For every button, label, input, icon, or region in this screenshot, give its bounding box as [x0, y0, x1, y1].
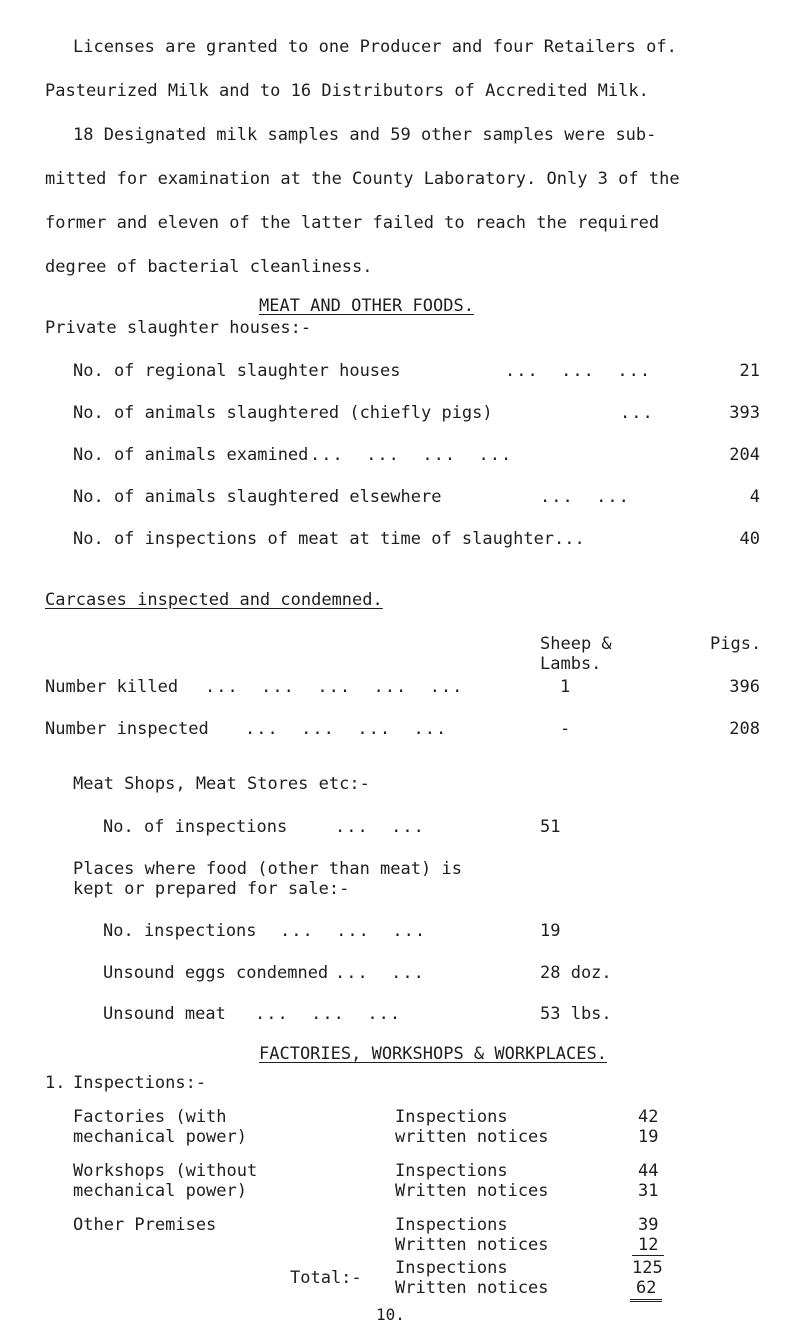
- kind-label: Inspections: [395, 1215, 508, 1235]
- shops-row-label: No. inspections: [103, 921, 257, 941]
- carcases-row-label: Number killed: [45, 677, 179, 697]
- count-value-underlined: 12: [632, 1235, 664, 1256]
- shops-row-label: Unsound meat: [103, 1004, 226, 1024]
- carcases-col-sheep-line1: Sheep &: [540, 634, 612, 654]
- leader-dots: ...: [620, 403, 654, 423]
- carcases-heading: Carcases inspected and condemned.: [45, 590, 383, 610]
- meat-row-label: No. of animals examined: [73, 445, 309, 465]
- total-kind-label: Written notices: [395, 1278, 549, 1298]
- page-number: 10.: [376, 1305, 405, 1324]
- shops-inspections-value: 51: [540, 817, 561, 837]
- meat-row-label: No. of inspections of meat at time of slaughter...: [73, 529, 585, 549]
- shops-row-value: 53 lbs.: [540, 1004, 612, 1024]
- intro-line-1: Licenses are granted to one Producer and four Retailers of.: [73, 37, 677, 57]
- leader-dots: ... ... ... ...: [245, 719, 448, 739]
- places-line-1: Places where food (other than meat) is: [73, 859, 462, 879]
- intro-line-4: mitted for examination at the County Laboratory. Only 3 of the: [45, 169, 680, 189]
- carcases-pigs-value: 208: [729, 719, 760, 739]
- leader-dots: ... ...: [540, 487, 630, 507]
- count-value: 31: [638, 1181, 659, 1201]
- intro-line-3: 18 Designated milk samples and 59 other samples were sub-: [73, 125, 657, 145]
- meat-row-value: 204: [729, 445, 760, 465]
- premises-name: Workshops (without: [73, 1161, 258, 1181]
- premises-name: Other Premises: [73, 1215, 217, 1235]
- count-value: 44: [638, 1161, 659, 1181]
- shops-heading: Meat Shops, Meat Stores etc:-: [73, 774, 370, 794]
- shops-row-value: 19: [540, 921, 561, 941]
- places-line-2: kept or prepared for sale:-: [73, 879, 350, 899]
- kind-label: Written notices: [395, 1181, 549, 1201]
- leader-dots: ... ... ... ... ...: [205, 677, 464, 697]
- premises-name: mechanical power): [73, 1181, 247, 1201]
- intro-line-5: former and eleven of the latter failed to reach the required: [45, 213, 660, 233]
- kind-label: Inspections: [395, 1161, 508, 1181]
- total-kind-label: Inspections: [395, 1258, 508, 1278]
- total-value: 125: [632, 1258, 663, 1278]
- total-label: Total:-: [290, 1268, 362, 1288]
- shops-inspections-label: No. of inspections: [103, 817, 288, 837]
- meat-row-value: 40: [739, 529, 760, 549]
- count-value: 42: [638, 1107, 659, 1127]
- leader-dots: ... ... ...: [280, 921, 427, 941]
- leader-dots: ... ...: [335, 817, 425, 837]
- count-value: 19: [638, 1127, 659, 1147]
- carcases-col-sheep-line2: Lambs.: [540, 654, 602, 674]
- intro-line-2: Pasteurized Milk and to 16 Distributors of Accredited Milk.: [45, 81, 649, 101]
- carcases-sheep-value: 1: [560, 677, 571, 697]
- meat-row-value: 21: [739, 361, 760, 381]
- meat-row-label: No. of animals slaughtered elsewhere: [73, 487, 442, 507]
- meat-heading: MEAT AND OTHER FOODS.: [259, 296, 474, 316]
- meat-row-label: No. of regional slaughter houses: [73, 361, 401, 381]
- shops-row-label: Unsound eggs condemned: [103, 963, 329, 983]
- leader-dots: ... ...: [335, 963, 425, 983]
- premises-name: mechanical power): [73, 1127, 247, 1147]
- shops-row-value: 28 doz.: [540, 963, 612, 983]
- premises-name: Factories (with: [73, 1107, 227, 1127]
- carcases-sheep-value: -: [560, 719, 571, 739]
- section-number: 1.: [45, 1073, 66, 1093]
- meat-row-label: No. of animals slaughtered (chiefly pigs): [73, 403, 493, 423]
- leader-dots: ... ... ... ...: [310, 445, 513, 465]
- leader-dots: ... ... ...: [505, 361, 652, 381]
- count-value: 39: [638, 1215, 659, 1235]
- carcases-col-pigs: Pigs.: [710, 634, 762, 654]
- factories-heading: FACTORIES, WORKSHOPS & WORKPLACES.: [259, 1044, 607, 1064]
- meat-row-value: 393: [729, 403, 760, 423]
- meat-subheading: Private slaughter houses:-: [45, 318, 312, 338]
- kind-label: Inspections: [395, 1107, 508, 1127]
- section-label: Inspections:-: [73, 1073, 207, 1093]
- leader-dots: ... ... ...: [255, 1004, 402, 1024]
- meat-row-value: 4: [749, 487, 760, 507]
- total-value-double-underlined: 62: [630, 1278, 662, 1302]
- kind-label: written notices: [395, 1127, 549, 1147]
- carcases-pigs-value: 396: [729, 677, 760, 697]
- kind-label: Written notices: [395, 1235, 549, 1255]
- carcases-row-label: Number inspected: [45, 719, 209, 739]
- intro-line-6: degree of bacterial cleanliness.: [45, 257, 373, 277]
